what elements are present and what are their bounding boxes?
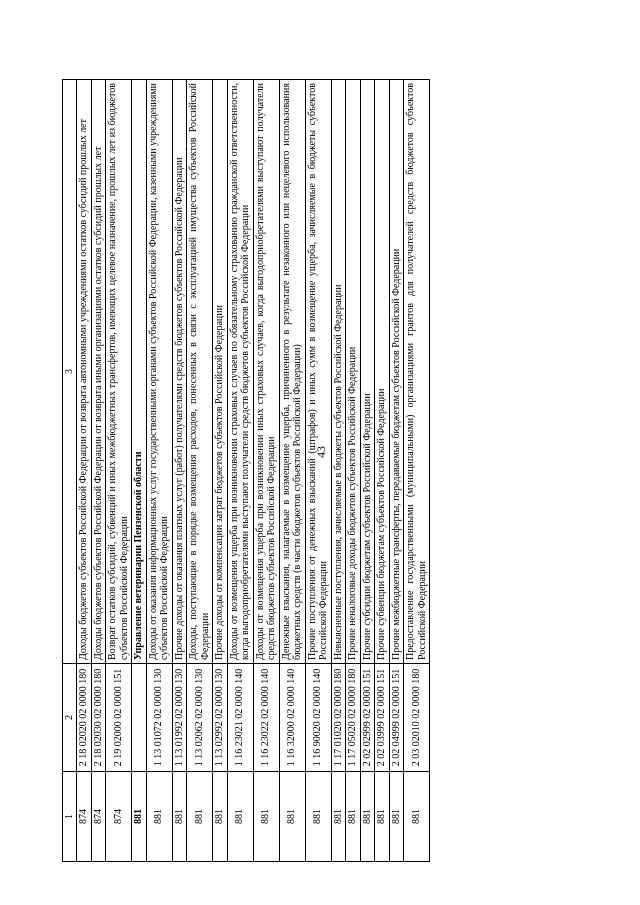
admin-code-cell: 874 bbox=[77, 772, 92, 862]
table-row bbox=[305, 80, 331, 862]
admin-code-cell: 881 bbox=[253, 772, 279, 862]
revenue-code-cell: 2 18 02020 02 0000 180 bbox=[77, 664, 92, 772]
admin-code-cell: 881 bbox=[213, 772, 228, 862]
admin-code-cell: 881 bbox=[305, 772, 331, 862]
table-row bbox=[106, 80, 132, 862]
admin-code-cell: 881 bbox=[404, 772, 430, 862]
revenue-name-cell: Возврат остатков субсидий, субвенций и иных межбюджетных трансфертов, имеющих целевое назначение, прошлых лет из бюджетов субъектов Российской Федерации bbox=[106, 80, 132, 664]
admin-code-cell: 881 bbox=[360, 772, 375, 862]
column-header-1: 1 bbox=[63, 772, 77, 862]
revenue-code-cell: 1 16 23021 02 0000 140 bbox=[227, 664, 253, 772]
revenue-name-cell: Предоставление государственными (муниципальными) организациями грантов для получателей средств бюджетов субъектов Российской Федерации bbox=[404, 80, 430, 664]
table-row bbox=[146, 80, 172, 862]
table-row bbox=[404, 80, 430, 862]
table-row bbox=[375, 80, 390, 862]
admin-code-cell: 881 bbox=[172, 772, 187, 862]
revenue-code-cell: 2 18 02030 02 0000 180 bbox=[91, 664, 106, 772]
column-header-3: 3 bbox=[63, 80, 77, 664]
revenue-name-cell: Прочие доходы от компенсации затрат бюджетов субъектов Российской Федерации bbox=[213, 80, 228, 664]
revenue-name-cell: Управление ветеринарии Пензенской области bbox=[132, 80, 147, 664]
table-row bbox=[227, 80, 253, 862]
revenue-code-cell: 1 13 01992 02 0000 130 bbox=[172, 664, 187, 772]
revenue-code-cell: 2 19 02000 02 0000 151 bbox=[106, 664, 132, 772]
revenue-code-cell: 2 02 04999 02 0000 151 bbox=[389, 664, 404, 772]
table-row bbox=[389, 80, 404, 862]
admin-code-cell: 881 bbox=[146, 772, 172, 862]
revenue-classification-table bbox=[62, 79, 430, 862]
admin-code-cell: 881 bbox=[375, 772, 390, 862]
admin-code-cell: 874 bbox=[106, 772, 132, 862]
admin-code-cell: 881 bbox=[132, 772, 147, 862]
revenue-name-cell: Доходы бюджетов субъектов Российской Федерации от возврата автономными учреждениями остатков субсидий прошлых лет bbox=[77, 80, 92, 664]
admin-code-cell: 881 bbox=[227, 772, 253, 862]
column-header-2: 2 bbox=[63, 664, 77, 772]
table-row bbox=[279, 80, 305, 862]
revenue-name-cell: Прочие межбюджетные трансферты, передаваемые бюджетам субъектов Российской Федерации bbox=[389, 80, 404, 664]
table-row bbox=[331, 80, 346, 862]
admin-code-cell: 881 bbox=[187, 772, 213, 862]
revenue-name-cell: Прочие доходы от оказания платных услуг (работ) получателями средств бюджетов субъектов Российской Федерации bbox=[172, 80, 187, 664]
table-row bbox=[91, 80, 106, 862]
table-row bbox=[77, 80, 92, 862]
table-header-row bbox=[63, 80, 77, 862]
table-row bbox=[213, 80, 228, 862]
admin-code-cell: 881 bbox=[389, 772, 404, 862]
revenue-code-cell: 1 13 02992 02 0000 130 bbox=[213, 664, 228, 772]
revenue-name-cell: Доходы от возмещения ущерба при возникновении иных страховых случаев, когда выгодоприобретателями выступают получатели средств бюджетов субъектов Российской Федерации bbox=[253, 80, 279, 664]
revenue-code-cell bbox=[132, 664, 147, 772]
admin-code-cell: 881 bbox=[331, 772, 346, 862]
revenue-code-cell: 1 13 01072 02 0000 130 bbox=[146, 664, 172, 772]
revenue-name-cell: Доходы бюджетов субъектов Российской Федерации от возврата иными организациями остатков субсидий прошлых лет bbox=[91, 80, 106, 664]
revenue-code-cell: 1 16 32000 02 0000 140 bbox=[279, 664, 305, 772]
revenue-code-cell: 2 02 02999 02 0000 151 bbox=[360, 664, 375, 772]
table-row bbox=[346, 80, 361, 862]
table-section-row bbox=[132, 80, 147, 862]
revenue-code-cell: 2 02 03999 02 0000 151 bbox=[375, 664, 390, 772]
revenue-name-cell: Денежные взыскания, налагаемые в возмещение ущерба, причиненного в результате незаконного или нецелевого использования бюджетных средств (в части бюджетов субъектов Российской Федерации) bbox=[279, 80, 305, 664]
admin-code-cell: 881 bbox=[279, 772, 305, 862]
revenue-name-cell: Невыясненные поступления, зачисляемые в бюджеты субъектов Российской Федерации bbox=[331, 80, 346, 664]
rotated-table-container bbox=[62, 80, 579, 862]
revenue-code-cell: 2 03 02010 02 0000 180 bbox=[404, 664, 430, 772]
revenue-name-cell: Доходы от возмещения ущерба при возникновении страховых случаев по обязательному страхованию гражданской ответственности, когда выгодоприобретателями выступают получатели средств бюджетов субъектов Российской Федерации bbox=[227, 80, 253, 664]
admin-code-cell: 881 bbox=[346, 772, 361, 862]
revenue-code-cell: 1 13 02062 02 0000 130 bbox=[187, 664, 213, 772]
revenue-code-cell: 1 17 05020 02 0000 180 bbox=[346, 664, 361, 772]
table-row bbox=[360, 80, 375, 862]
revenue-name-cell: Прочие субсидии бюджетам субъектов Российской Федерации bbox=[360, 80, 375, 664]
revenue-code-cell: 1 16 90020 02 0000 140 bbox=[305, 664, 331, 772]
table-row bbox=[187, 80, 213, 862]
admin-code-cell: 874 bbox=[91, 772, 106, 862]
revenue-name-cell: Доходы от оказания информационных услуг государственными органами субъектов Российской Федерации, казенными учреждениями субъектов Российской Федерации bbox=[146, 80, 172, 664]
revenue-name-cell: Прочие субвенции бюджетам субъектов Российской Федерации bbox=[375, 80, 390, 664]
revenue-code-cell: 1 16 23022 02 0000 140 bbox=[253, 664, 279, 772]
table-row bbox=[172, 80, 187, 862]
revenue-code-cell: 1 17 01020 02 0000 180 bbox=[331, 664, 346, 772]
revenue-name-cell: Прочие поступления от денежных взысканий (штрафов) и иных сумм в возмещение ущерба, зачисляемые в бюджеты субъектов Российской Федерации bbox=[305, 80, 331, 664]
revenue-name-cell: Доходы, поступающие в порядке возмещения расходов, понесенных в связи с эксплуатацией имущества субъектов Российской Федерации bbox=[187, 80, 213, 664]
page-number: 43 bbox=[314, 446, 328, 458]
revenue-name-cell: Прочие неналоговые доходы бюджетов субъектов Российской Федерации bbox=[346, 80, 361, 664]
table-row bbox=[253, 80, 279, 862]
